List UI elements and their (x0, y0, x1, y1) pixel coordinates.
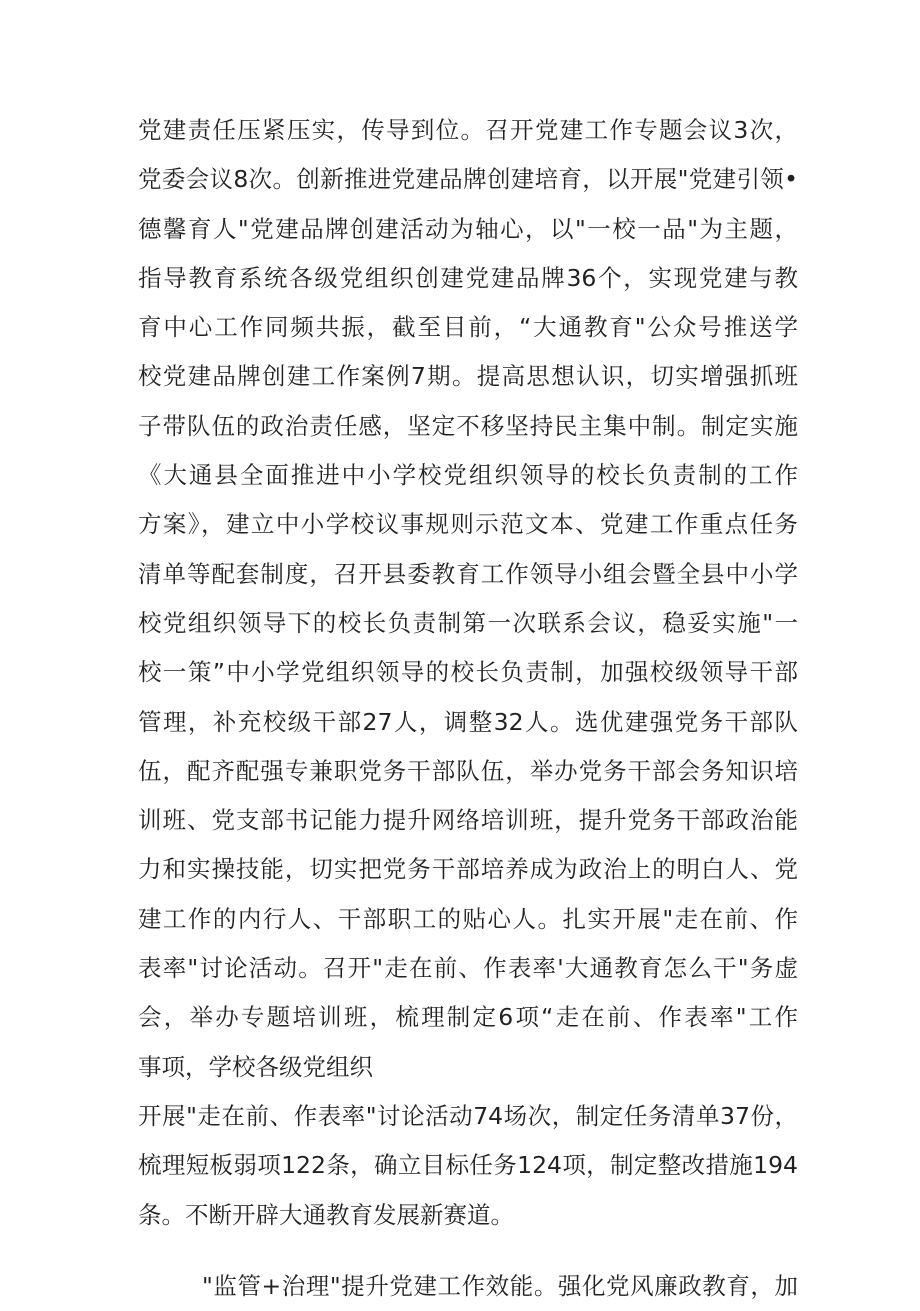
text-line: 管理，补充校级干部27人，调整32人。选优建强党务干部队 (138, 707, 798, 736)
text-line: 伍，配齐配强专兼职党务干部队伍，举办党务干部会务知识培 (138, 756, 798, 785)
text-line: 子带队伍的政治责任感，坚定不移坚持民主集中制。制定实施 (138, 411, 798, 440)
text-line: 校党建品牌创建工作案例7期。提高思想认识，切实增强抓班 (138, 362, 798, 391)
text-line: 校一策”中小学党组织领导的校长负责制，加强校级领导干部 (138, 658, 798, 687)
text-line: 党建责任压紧压实，传导到位。召开党建工作专题会议3次， (138, 116, 798, 144)
text-line: 指导教育系统各级党组织创建党建品牌36个，实现党建与教 (138, 263, 798, 292)
text-line: 事项，学校各级党组织 (138, 1052, 373, 1081)
text-line: 清单等配套制度，召开县委教育工作领导小组会暨全县中小学 (138, 559, 798, 588)
text-line: 《大通县全面推进中小学校党组织领导的校长负责制的工作 (138, 461, 798, 490)
text-line: 表率"讨论活动。召开"走在前、作表率'大通教育怎么干"务虚 (138, 954, 798, 983)
text-line: 会，举办专题培训班，梳理制定6项“走在前、作表率"工作 (138, 1003, 798, 1032)
text-line: 校党组织领导下的校长负责制第一次联系会议，稳妥实施"一 (138, 608, 798, 637)
text-line: 开展"走在前、作表率"讨论活动74场次，制定任务清单37份， (138, 1101, 798, 1130)
text-line: 训班、党支部书记能力提升网络培训班，提升党务干部政治能 (138, 806, 798, 835)
text-line: 德馨育人"党建品牌创建活动为轴心，以"一校一品"为主题， (138, 214, 798, 243)
paragraph-two-first-line: "监管+治理"提升党建工作效能。强化党风廉政教育，加 (202, 1271, 798, 1300)
text-line: 建工作的内行人、干部职工的贴心人。扎实开展"走在前、作 (138, 904, 798, 933)
text-line: 力和实操技能，切实把党务干部培养成为政治上的明白人、党 (138, 855, 798, 884)
text-line: 育中心工作同频共振，截至目前，“大通教育"公众号推送学 (138, 313, 798, 342)
body-text (138, 106, 798, 1311)
text-line: 党委会议8次。创新推进党建品牌创建培育，以开展"党建引领• (138, 165, 798, 194)
text-line: 方案》，建立中小学校议事规则示范文本、党建工作重点任务 (138, 510, 798, 539)
paragraph-gap (138, 1240, 798, 1262)
text-line: 条。不断开辟大通教育发展新赛道。 (138, 1200, 514, 1229)
text-line: 梳理短板弱项122条，确立目标任务124项，制定整改措施194 (138, 1151, 798, 1180)
